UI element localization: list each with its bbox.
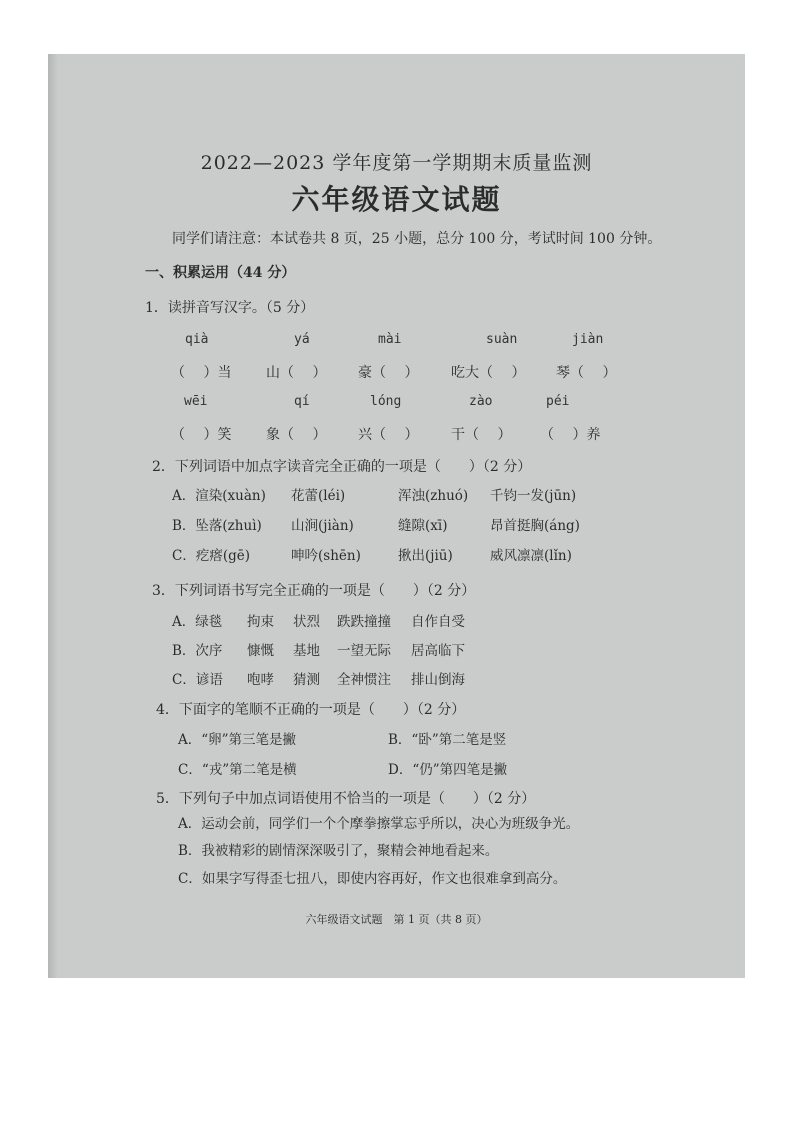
q3-option-b-word: 一望无际 [337, 643, 391, 659]
q3-option-c-word: 全神惯注 [337, 672, 391, 688]
question-4-stem: 4．下面字的笔顺不正确的一项是（ ）（2 分） [156, 702, 466, 718]
q1-pinyin: suàn [486, 332, 518, 347]
q1-pinyin: qià [185, 332, 209, 347]
q3-option-a-word: 自作自受 [411, 614, 465, 630]
q1-pinyin: mài [378, 332, 402, 347]
q2-option-b-word: B．坠落(zhuì) [172, 518, 262, 534]
q2-option-a-word: 花蕾(léi) [291, 488, 346, 504]
q1-blank: （ ）养 [540, 427, 601, 443]
q3-option-b-word: 慷慨 [247, 643, 274, 659]
question-5-stem: 5．下列句子中加点词语使用不恰当的一项是（ ）（2 分） [156, 791, 536, 807]
q1-pinyin: péi [546, 394, 570, 409]
question-1-stem: 1．读拼音写汉字。（5 分） [145, 300, 315, 316]
exam-subtitle: 2022—2023 学年度第一学期期末质量监测 [200, 152, 593, 174]
q2-option-a-word: 千钧一发(jūn) [490, 488, 577, 504]
page-footer: 六年级语文试题 第 1 页（共 8 页） [305, 913, 488, 926]
question-2-stem: 2．下列词语中加点字读音完全正确的一项是（ ）（2 分） [152, 459, 532, 475]
q1-blank: 干（ ） [451, 427, 512, 443]
q1-pinyin: yá [294, 332, 310, 347]
q3-option-b-word: 居高临下 [411, 643, 465, 659]
q2-option-a-word: 浑浊(zhuó) [398, 488, 469, 504]
q2-option-b-word: 山涧(jiàn) [291, 518, 354, 534]
question-3-stem: 3．下列词语书写完全正确的一项是（ ）（2 分） [152, 583, 476, 599]
q4-option-a: A．“卵”第三笔是撇 [178, 732, 297, 748]
q2-option-c-word: 呻吟(shēn) [291, 548, 361, 564]
q2-option-c-word: 威风凛凛(lǐn) [490, 548, 572, 564]
q1-blank: （ ）当 [171, 365, 232, 381]
q1-pinyin: jiàn [572, 332, 604, 347]
q1-pinyin: wēi [184, 394, 208, 409]
q4-option-c: C．“戎”第二笔是横 [178, 762, 297, 778]
q3-option-a-word: 拘束 [247, 614, 274, 630]
q3-option-b-word: 基地 [293, 643, 320, 659]
q1-blank: 山（ ） [266, 365, 327, 381]
exam-title: 六年级语文试题 [291, 183, 502, 216]
q1-blank: 琴（ ） [556, 365, 617, 381]
q1-blank: 豪（ ） [358, 365, 419, 381]
q3-option-c-word: 猜测 [293, 672, 320, 688]
q5-option-c: C．如果字写得歪七扭八，即使内容再好，作文也很难拿到高分。 [178, 871, 567, 887]
q1-blank: 兴（ ） [358, 427, 419, 443]
q3-option-a-word: 状烈 [293, 614, 320, 630]
q3-option-a-word: A．绿毯 [172, 614, 223, 630]
q1-pinyin: zào [469, 394, 493, 409]
exam-paper-photo [48, 54, 745, 978]
q3-option-a-word: 跌跌撞撞 [337, 614, 391, 630]
q3-option-c-word: C．谚语 [172, 672, 223, 688]
q5-option-a: A．运动会前，同学们一个个摩拳擦掌忘乎所以，决心为班级争光。 [178, 816, 580, 832]
q1-pinyin: lóng [370, 394, 402, 409]
q1-blank: 象（ ） [266, 427, 327, 443]
q2-option-c-word: C．疙瘩(gē) [172, 548, 250, 564]
q2-option-a-word: A．渲染(xuàn) [172, 488, 266, 504]
section-1-heading: 一、积累运用（44 分） [145, 265, 296, 281]
exam-notice: 同学们请注意：本试卷共 8 页，25 小题，总分 100 分，考试时间 100 分钟。 [172, 231, 662, 247]
q5-option-b: B．我被精彩的剧情深深吸引了，聚精会神地看起来。 [178, 843, 499, 859]
q2-option-c-word: 揪出(jiū) [398, 548, 453, 564]
q3-option-b-word: B．次序 [172, 643, 223, 659]
q1-pinyin: qí [294, 394, 310, 409]
q2-option-b-word: 昂首挺胸(áng) [490, 518, 580, 534]
q2-option-b-word: 缝隙(xī) [398, 518, 448, 534]
q1-blank: 吃大（ ） [451, 365, 526, 381]
q3-option-c-word: 排山倒海 [411, 672, 465, 688]
q3-option-c-word: 咆哮 [247, 672, 274, 688]
q4-option-b: B．“卧”第二笔是竖 [388, 732, 507, 748]
q4-option-d: D．“仍”第四笔是撇 [388, 762, 508, 778]
q1-blank: （ ）笑 [171, 427, 232, 443]
